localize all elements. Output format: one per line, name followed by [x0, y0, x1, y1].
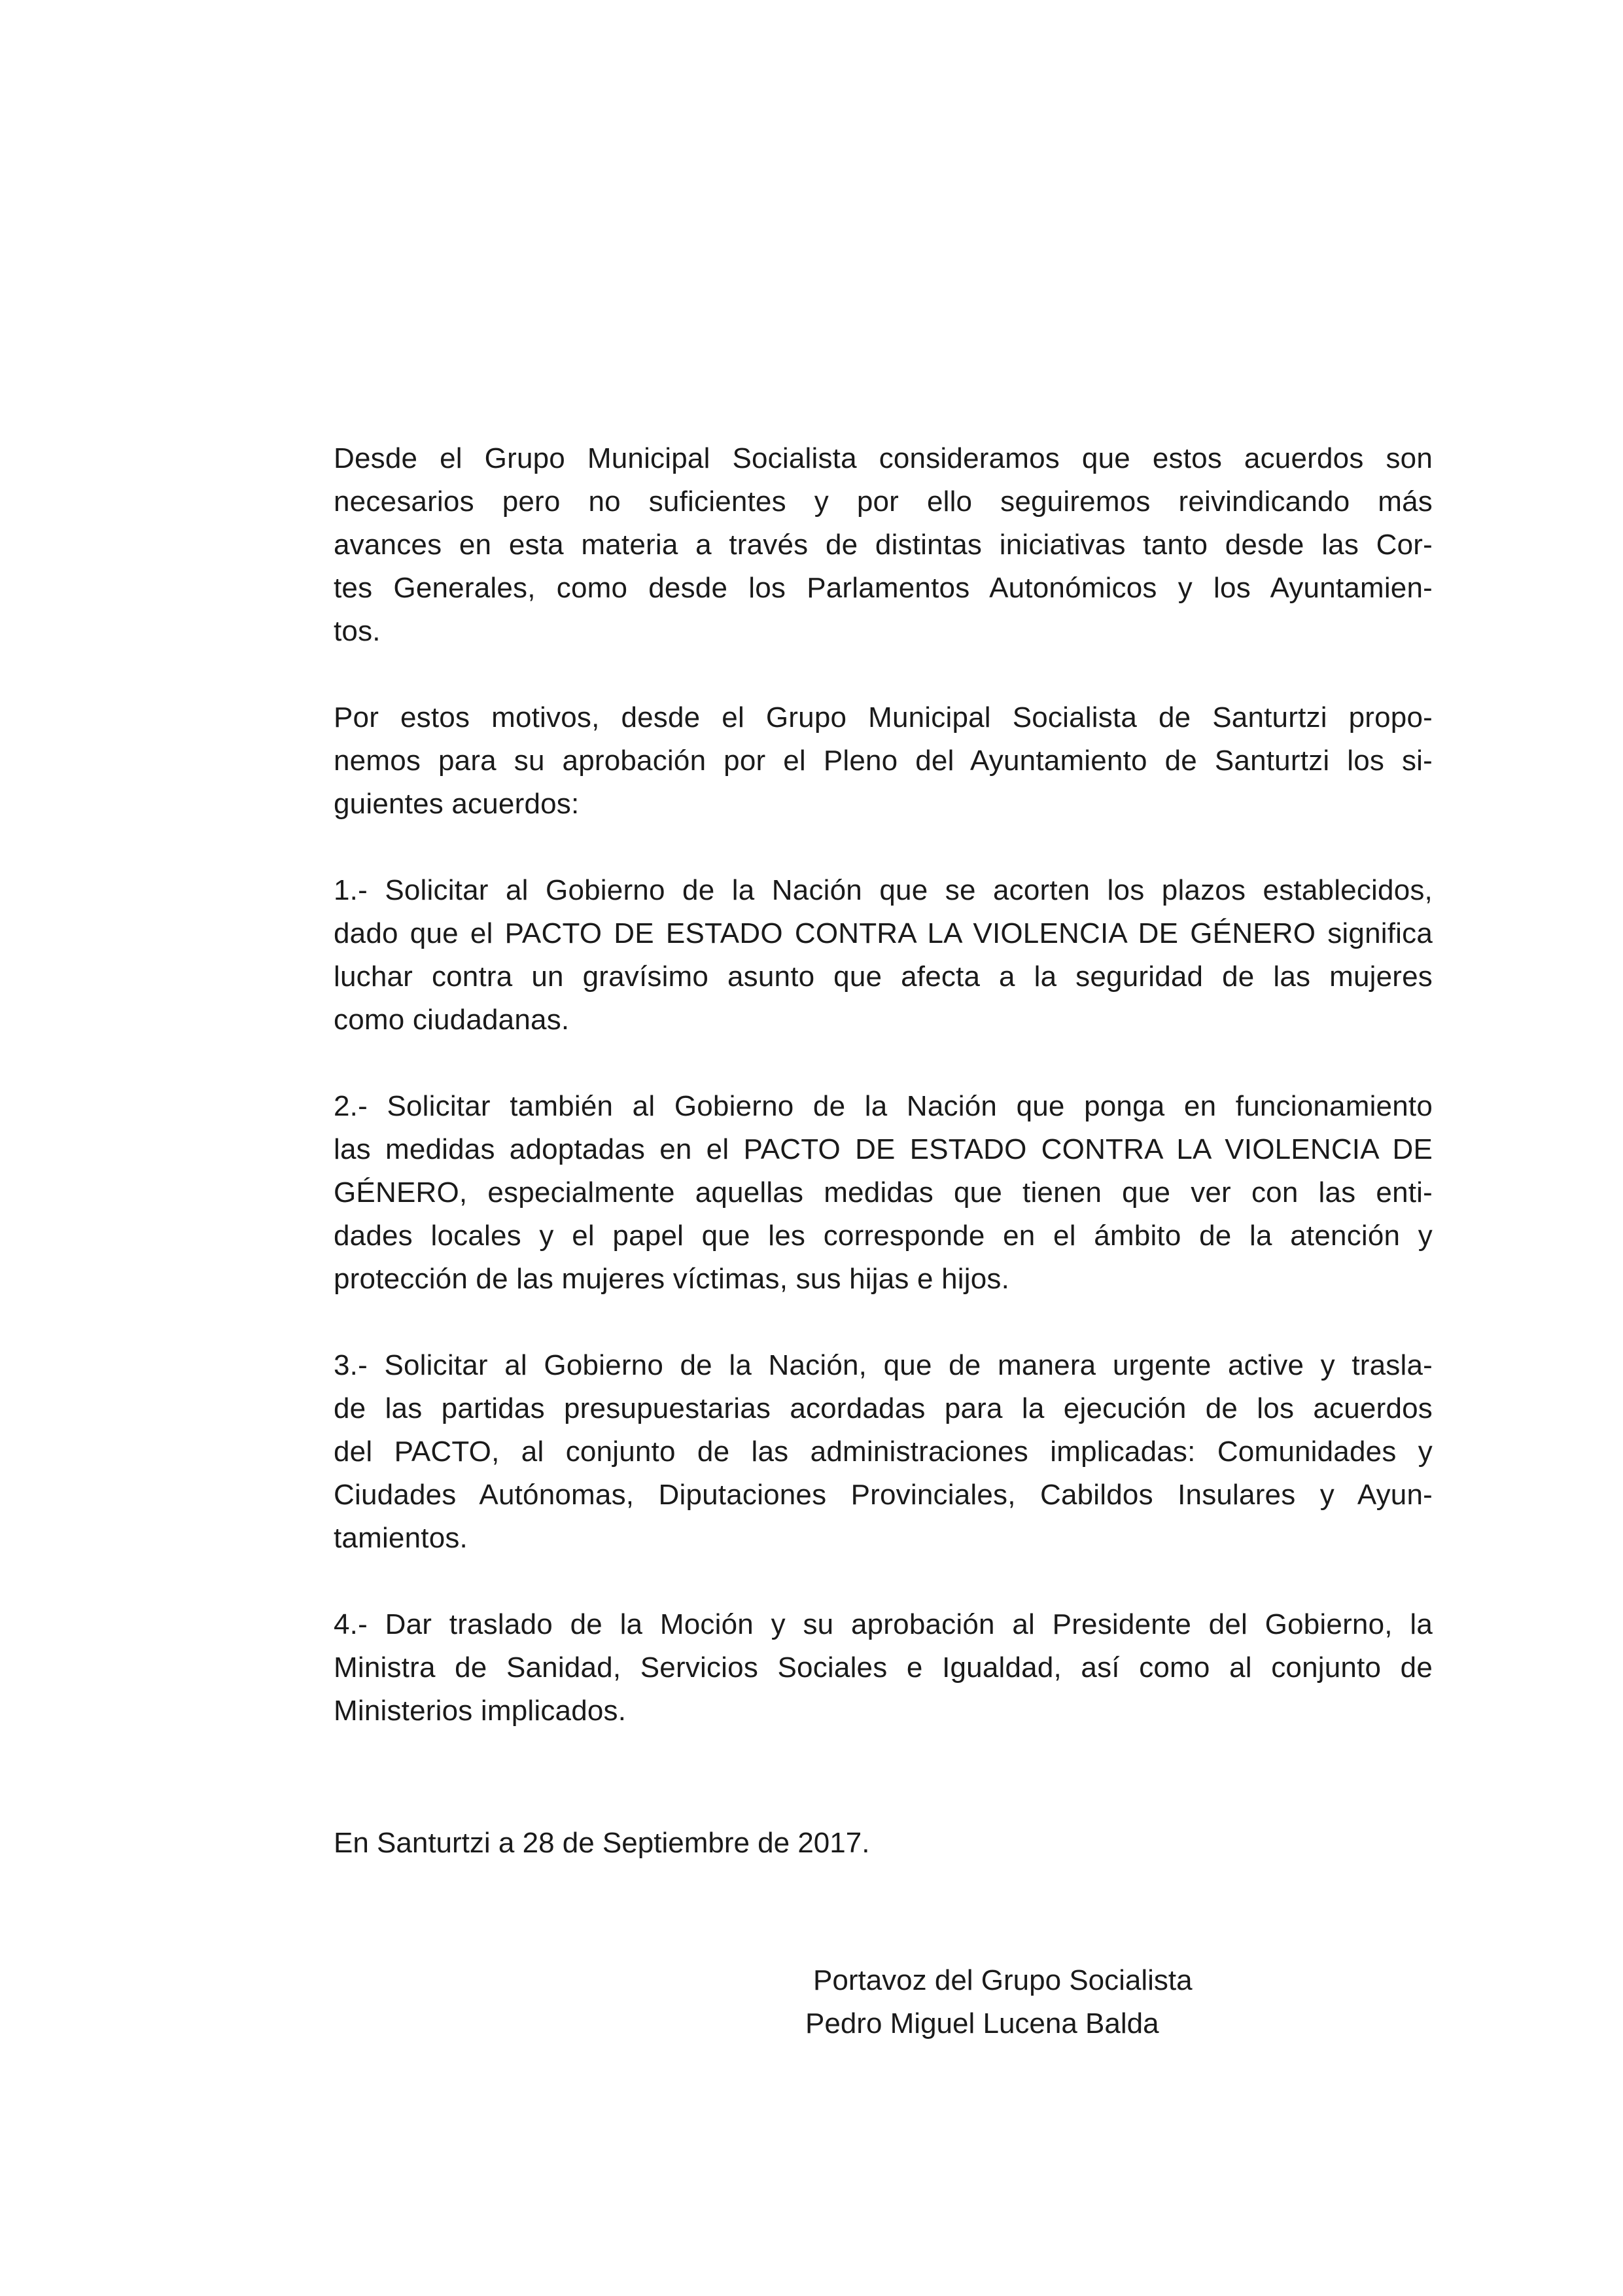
- text-line: nemos para su aprobación por el Pleno del Ayuntamiento de Santurtzi los si-: [334, 745, 1433, 777]
- agreement-2: [334, 1085, 1433, 1301]
- motion-body: [334, 437, 1433, 1776]
- text-line: las medidas adoptadas en el PACTO DE ESTADO CONTRA LA VIOLENCIA DE: [334, 1133, 1433, 1165]
- text-line: protección de las mujeres víctimas, sus hijas e hijos.: [334, 1263, 1010, 1295]
- signature-name: Pedro Miguel Lucena Balda: [805, 2007, 1159, 2040]
- text-line: dades locales y el papel que les corresponde en el ámbito de la atención y: [334, 1220, 1433, 1252]
- text-line: como ciudadanas.: [334, 1004, 570, 1036]
- text-line: 2.- Solicitar también al Gobierno de la Nación que ponga en funcionamiento: [334, 1090, 1433, 1122]
- text-line: Ministerios implicados.: [334, 1695, 627, 1727]
- text-line: Por estos motivos, desde el Grupo Municipal Socialista de Santurtzi propo-: [334, 701, 1433, 733]
- text-line: 1.- Solicitar al Gobierno de la Nación que se acorten los plazos establecidos,: [334, 874, 1433, 906]
- text-line: GÉNERO, especialmente aquellas medidas que tienen que ver con las enti-: [334, 1176, 1433, 1209]
- text-line: 4.- Dar traslado de la Moción y su aprobación al Presidente del Gobierno, la: [334, 1608, 1433, 1640]
- text-line: tes Generales, como desde los Parlamentos Autonómicos y los Ayuntamien-: [334, 572, 1433, 604]
- agreement-4: [334, 1603, 1433, 1733]
- agreement-1: [334, 869, 1433, 1042]
- text-line: Ciudades Autónomas, Diputaciones Provinciales, Cabildos Insulares y Ayun-: [334, 1479, 1433, 1511]
- text-line: tos.: [334, 615, 381, 647]
- text-line: luchar contra un gravísimo asunto que afecta a la seguridad de las mujeres: [334, 961, 1433, 993]
- text-line: Ministra de Sanidad, Servicios Sociales e Igualdad, así como al conjunto de: [334, 1651, 1433, 1684]
- text-line: necesarios pero no suficientes y por ello seguiremos reivindicando más: [334, 486, 1433, 518]
- agreement-3: [334, 1344, 1433, 1560]
- motives-paragraph: [334, 696, 1433, 826]
- date-line: En Santurtzi a 28 de Septiembre de 2017.: [334, 1827, 870, 1859]
- text-line: 3.- Solicitar al Gobierno de la Nación, que de manera urgente active y trasla-: [334, 1349, 1433, 1381]
- text-line: Desde el Grupo Municipal Socialista consideramos que estos acuerdos son: [334, 442, 1433, 474]
- text-line: dado que el PACTO DE ESTADO CONTRA LA VIOLENCIA DE GÉNERO significa: [334, 917, 1433, 949]
- text-line: de las partidas presupuestarias acordadas para la ejecución de los acuerdos: [334, 1392, 1433, 1424]
- text-line: tamientos.: [334, 1522, 468, 1554]
- intro-paragraph: [334, 437, 1433, 653]
- text-line: del PACTO, al conjunto de las administraciones implicadas: Comunidades y: [334, 1436, 1433, 1468]
- text-line: guientes acuerdos:: [334, 788, 580, 820]
- signature-role: Portavoz del Grupo Socialista: [813, 1964, 1193, 1996]
- text-line: avances en esta materia a través de distintas iniciativas tanto desde las Cor-: [334, 529, 1433, 561]
